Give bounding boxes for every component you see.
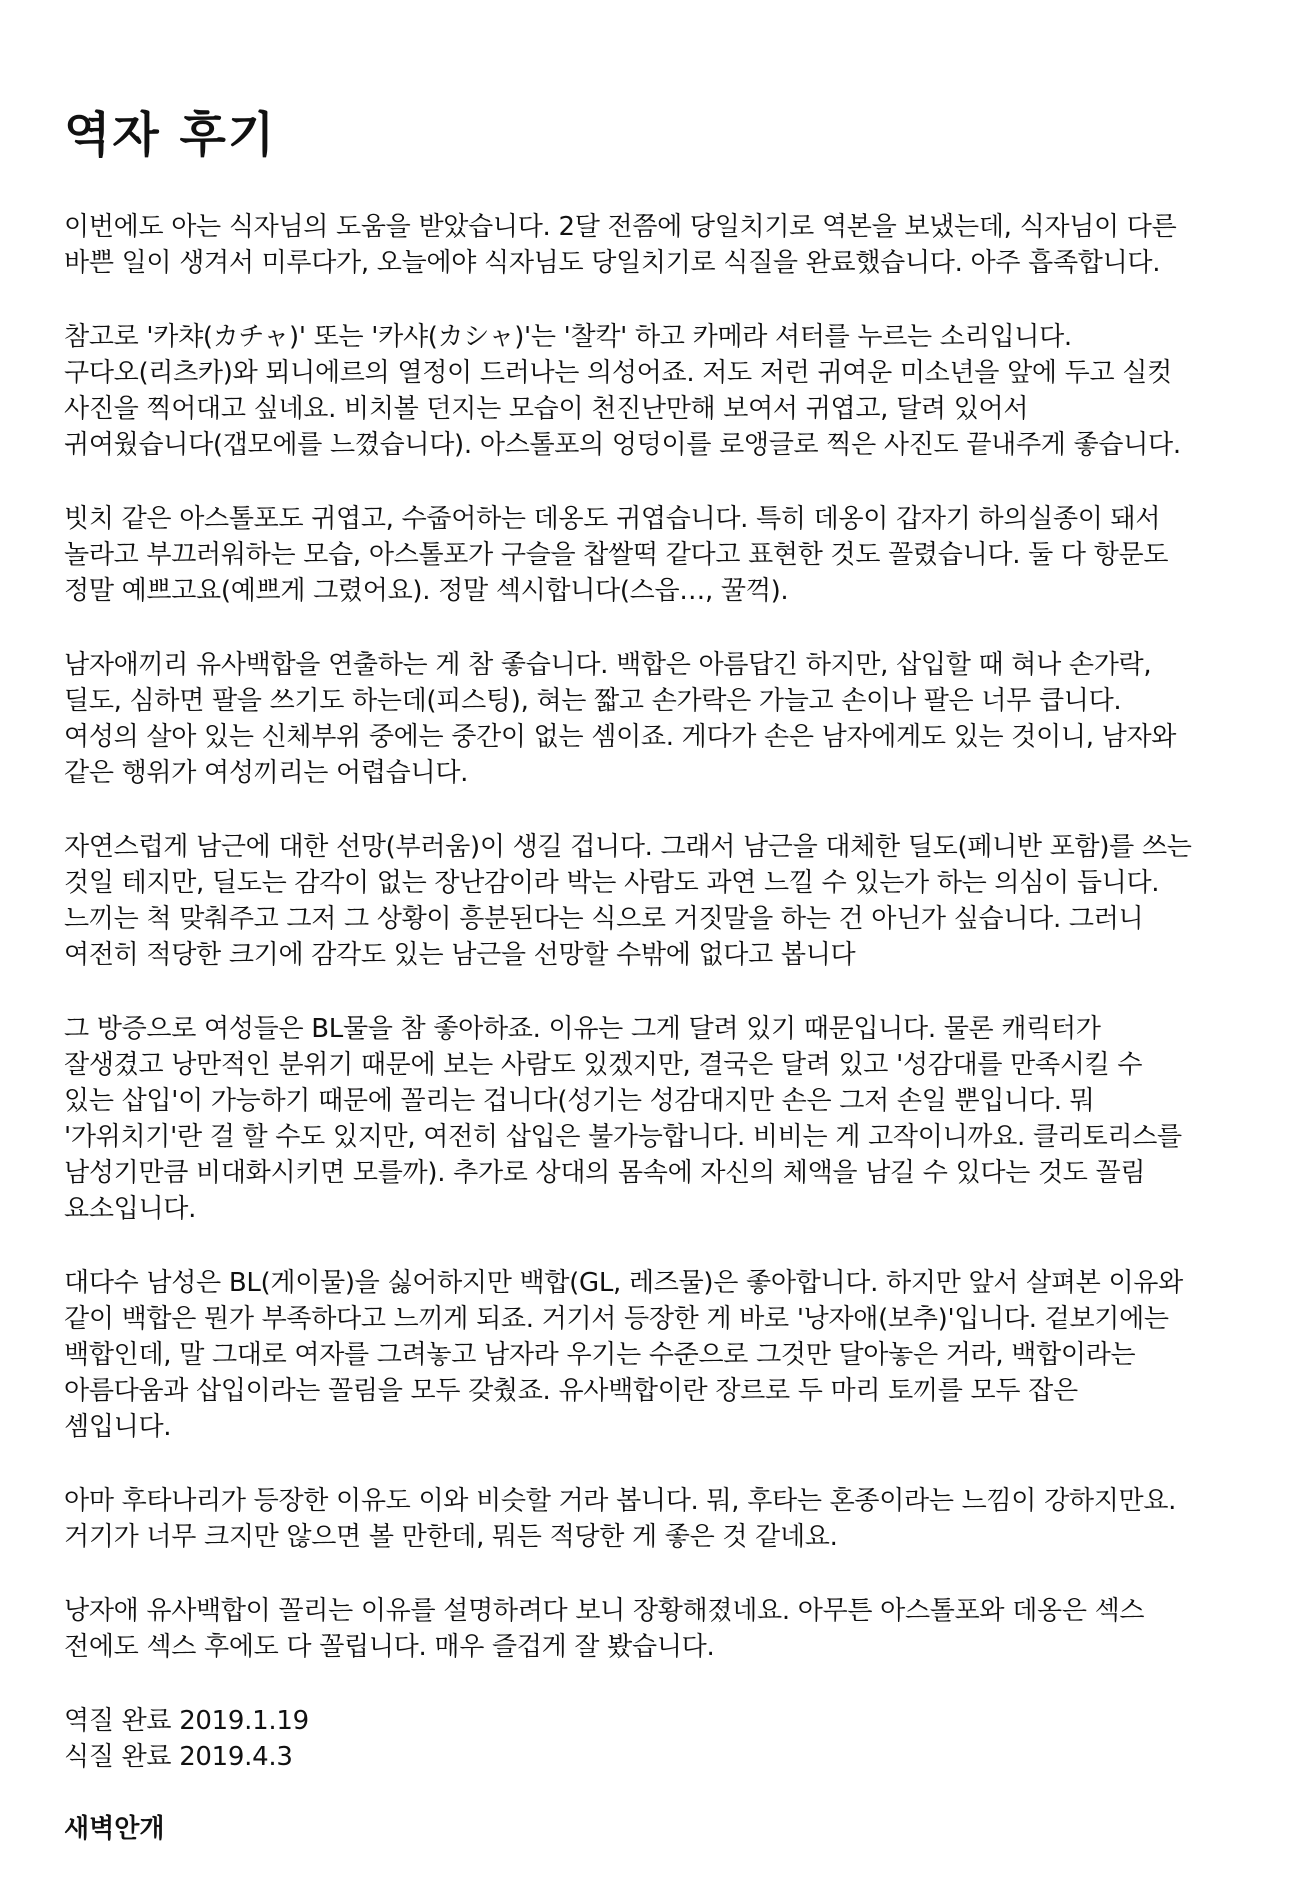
paragraph-1 [64,209,1244,281]
paragraph-3 [64,501,1244,609]
typesetting-complete-date: 식질 완료 2019.4.3 [64,1742,293,1772]
text-line: 정말 예쁘고요(예쁘게 그렸어요). 정말 섹시합니다(스읍…, 꿀꺽). [64,576,789,606]
paragraph-6 [64,1011,1244,1227]
text-line: 이번에도 아는 식자님의 도움을 받았습니다. 2달 전쯤에 당일치기로 역본을 보냈는데, 식자님이 다른 [64,212,1177,242]
text-line: 낭자애 유사백합이 꼴리는 이유를 설명하려다 보니 장황해졌네요. 아무튼 아스톨포와 데옹은 섹스 [64,1596,1145,1626]
text-line: 딜도, 심하면 팔을 쓰기도 하는데(피스팅), 혀는 짧고 손가락은 가늘고 손이나 팔은 너무 큽니다. [64,686,1122,716]
text-line: 참고로 '카챠(カチャ)' 또는 '카샤(カシャ)'는 '찰칵' 하고 카메라 셔터를 누르는 소리입니다. [64,322,1072,352]
text-line: 전에도 섹스 후에도 다 꼴립니다. 매우 즐겁게 잘 봤습니다. [64,1632,715,1662]
text-line: '가위치기'란 걸 할 수도 있지만, 여전히 삽입은 불가능합니다. 비비는 게 고작이니까요. 클리토리스를 [64,1122,1182,1152]
text-line: 요소입니다. [64,1194,197,1224]
paragraph-7 [64,1265,1244,1445]
afterword-page [64,96,1244,1847]
translator-signature: 새벽안개 [64,1814,165,1844]
text-line: 같은 행위가 여성끼리는 어렵습니다. [64,758,469,788]
text-line: 같이 백합은 뭔가 부족하다고 느끼게 되죠. 거기서 등장한 게 바로 '낭자애(보추)'입니다. 겉보기에는 [64,1304,1169,1334]
paragraph-5 [64,829,1244,973]
paragraph-4 [64,647,1244,791]
text-line: 잘생겼고 낭만적인 분위기 때문에 보는 사람도 있겠지만, 결국은 달려 있고 '성감대를 만족시킬 수 [64,1050,1143,1080]
text-line: 것일 테지만, 딜도는 감각이 없는 장난감이라 박는 사람도 과연 느낄 수 있는가 하는 의심이 듭니다. [64,868,1160,898]
paragraph-2 [64,319,1244,463]
text-line: 셈입니다. [64,1412,172,1442]
text-line: 바쁜 일이 생겨서 미루다가, 오늘에야 식자님도 당일치기로 식질을 완료했습니다. 아주 흡족합니다. [64,248,1161,278]
paragraph-9 [64,1593,1244,1665]
text-line: 대다수 남성은 BL(게이물)을 싫어하지만 백합(GL, 레즈물)은 좋아합니다. 하지만 앞서 살펴본 이유와 [64,1268,1183,1298]
text-line: 아름다움과 삽입이라는 꼴림을 모두 갖췄죠. 유사백합이란 장르로 두 마리 토끼를 모두 잡은 [64,1376,1078,1406]
page-title: 역자 후기 [64,107,277,163]
text-line: 놀라고 부끄러워하는 모습, 아스톨포가 구슬을 찹쌀떡 같다고 표현한 것도 꼴렸습니다. 둘 다 항문도 [64,540,1169,570]
paragraph-8 [64,1483,1244,1555]
text-line: 여전히 적당한 크기에 감각도 있는 남근을 선망할 수밖에 없다고 봅니다 [64,940,856,970]
text-line: 그 방증으로 여성들은 BL물을 참 좋아하죠. 이유는 그게 달려 있기 때문입니다. 물론 캐릭터가 [64,1014,1101,1044]
text-line: 백합인데, 말 그대로 여자를 그려놓고 남자라 우기는 수준으로 그것만 달아놓은 거라, 백합이라는 [64,1340,1136,1370]
text-line: 자연스럽게 남근에 대한 선망(부러움)이 생길 겁니다. 그래서 남근을 대체한 딜도(페니반 포함)를 쓰는 [64,832,1192,862]
text-line: 여성의 살아 있는 신체부위 중에는 중간이 없는 셈이죠. 게다가 손은 남자에게도 있는 것이니, 남자와 [64,722,1177,752]
text-line: 남자애끼리 유사백합을 연출하는 게 참 좋습니다. 백합은 아름답긴 하지만, 삽입할 때 혀나 손가락, [64,650,1152,680]
text-line: 아마 후타나리가 등장한 이유도 이와 비슷할 거라 봅니다. 뭐, 후타는 혼종이라는 느낌이 강하지만요. [64,1486,1177,1516]
text-line: 느끼는 척 맞춰주고 그저 그 상황이 흥분된다는 식으로 거짓말을 하는 건 아닌가 싶습니다. 그러니 [64,904,1144,934]
text-line: 거기가 너무 크지만 않으면 볼 만한데, 뭐든 적당한 게 좋은 것 같네요. [64,1522,838,1552]
text-line: 사진을 찍어대고 싶네요. 비치볼 던지는 모습이 천진난만해 보여서 귀엽고, 달려 있어서 [64,394,1029,424]
completion-dates [64,1703,1244,1775]
text-line: 있는 삽입'이 가능하기 때문에 꼴리는 겁니다(성기는 성감대지만 손은 그저 손일 뿐입니다. 뭐 [64,1086,1095,1116]
translation-complete-date: 역질 완료 2019.1.19 [64,1706,309,1736]
text-line: 구다오(리츠카)와 뫼니에르의 열정이 드러나는 의성어죠. 저도 저런 귀여운 미소년을 앞에 두고 실컷 [64,358,1172,388]
text-line: 남성기만큼 비대화시키면 모를까). 추가로 상대의 몸속에 자신의 체액을 남길 수 있다는 것도 꼴림 [64,1158,1146,1188]
text-line: 빗치 같은 아스톨포도 귀엽고, 수줍어하는 데옹도 귀엽습니다. 특히 데옹이 갑자기 하의실종이 돼서 [64,504,1161,534]
text-line: 귀여웠습니다(갭모에를 느꼈습니다). 아스톨포의 엉덩이를 로앵글로 찍은 사진도 끝내주게 좋습니다. [64,430,1181,460]
